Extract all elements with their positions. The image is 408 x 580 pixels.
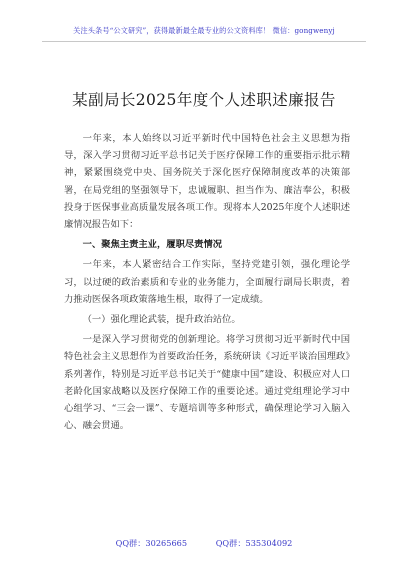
body-paragraph: 一年来，本人紧密结合工作实际，坚持党建引领，强化理论学习，以过硬的政治素质和专业的业务能力，全面履行副局长职责，着力推动医保各项政策落地生根，取得了一定成绩。 xyxy=(64,259,350,305)
footer-qq-group-1: QQ群：30265665 xyxy=(115,538,188,548)
body-paragraph: 一年来，本人始终以习近平新时代中国特色社会主义思想为指导，深入学习贯彻习近平总书记关于医疗保障工作的重要指示批示精神，紧紧围绕党中央、国务院关于深化医疗保障制度改革的决策部署，在局党组的坚强领导下，忠诚履职、担当作为、廉洁奉公，积极投身于医保事业高质量发展各项工作。现将本人2025年度个人述职述廉情况报告如下： xyxy=(64,133,350,231)
footer-contacts xyxy=(0,538,408,549)
document-title: 某副局长2025年度个人述职述廉报告 xyxy=(72,91,336,109)
section-heading: 一、聚焦主责主业，履职尽责情况 xyxy=(82,239,223,251)
header-divider xyxy=(42,41,366,42)
subsection-heading: （一）强化理论武装，提升政治站位。 xyxy=(82,314,241,326)
document-body xyxy=(64,130,350,434)
body-paragraph: 一是深入学习贯彻党的创新理论。将学习贯彻习近平新时代中国特色社会主义思想作为首要政治任务，系统研读《习近平谈治国理政》系列著作，特别是习近平总书记关于“健康中国”建设、积极应对人口老龄化国家战略以及医疗保障工作的重要论述。通过党组理论学习中心组学习、“三会一课”、专题培训等多种形式，确保理论学习入脑入心、融会贯通。 xyxy=(64,334,350,432)
header-note: 关注头条号“公文研究”，获得最新最全最专业的公文资料库！ 微信：gongwenyj xyxy=(73,26,335,35)
footer-qq-group-2: QQ群：535304092 xyxy=(215,538,293,548)
